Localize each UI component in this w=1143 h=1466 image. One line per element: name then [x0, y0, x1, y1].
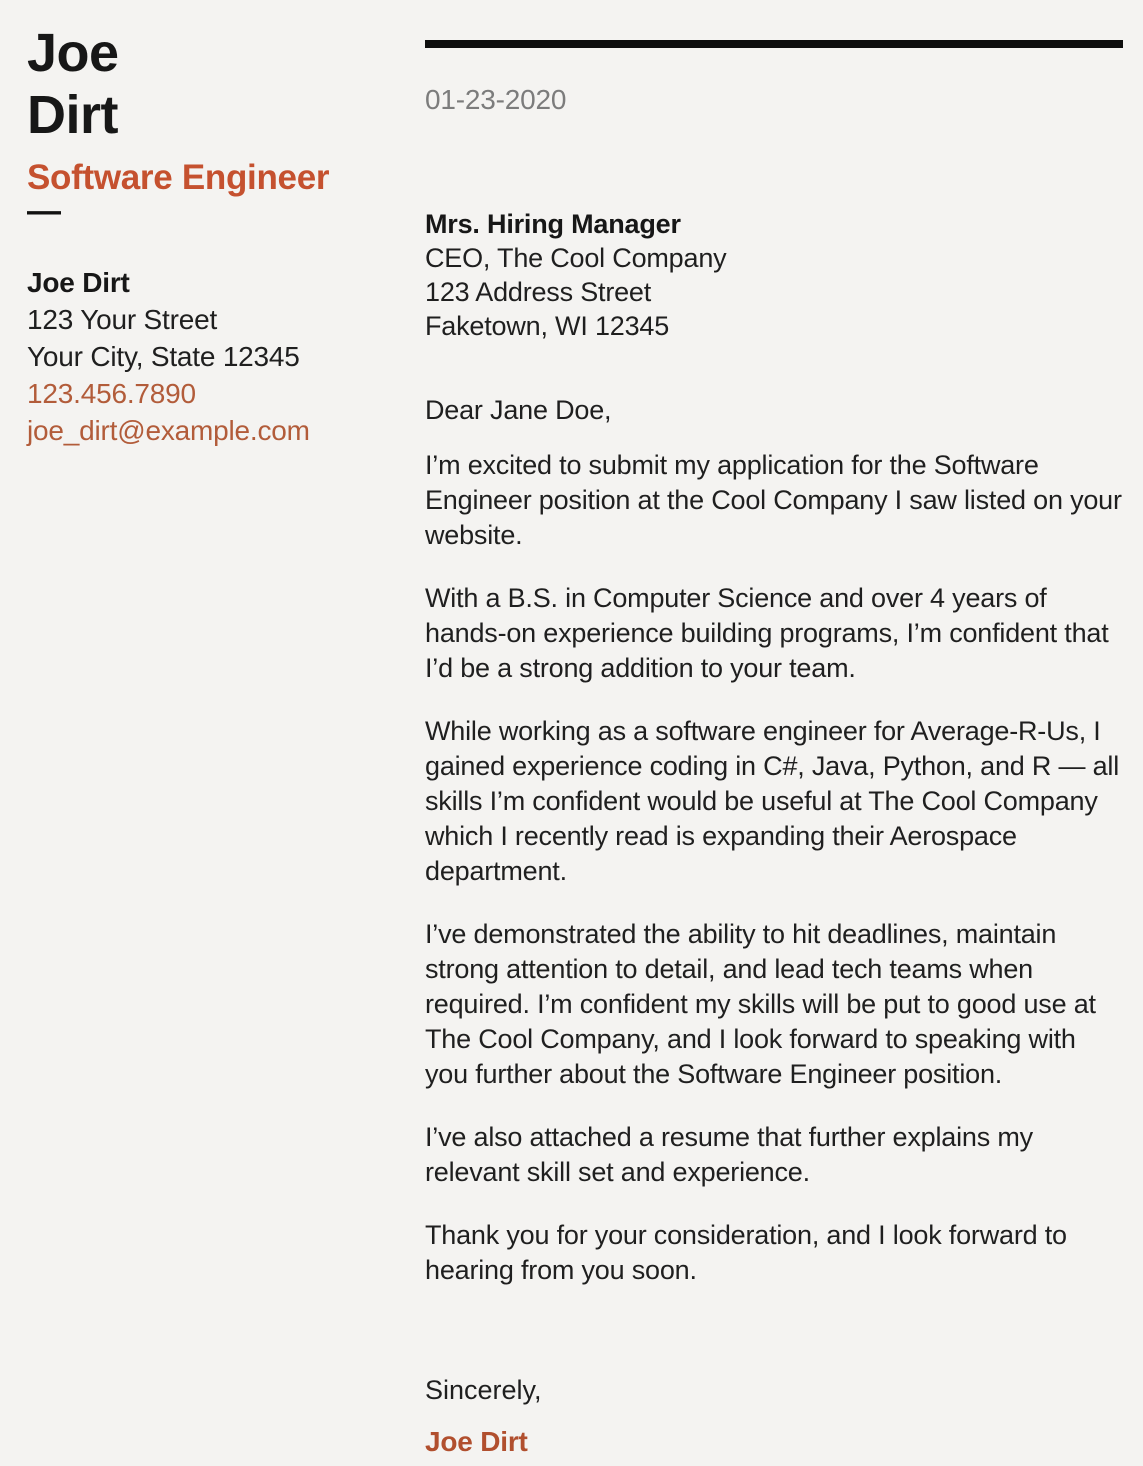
paragraph-2: With a B.S. in Computer Science and over 4 years of hands-on experience building programs, I’m confident that I’d be a strong addition to your team.	[425, 583, 1109, 683]
paragraph-4: I’ve demonstrated the ability to hit deadlines, maintain strong attention to detail, and lead tech teams when required. I’m confident my skills will be put to good use at The Cool Company, and I look forward to speaking with you further about the Software Engineer position.	[425, 919, 1096, 1089]
applicant-first-name: Joe	[27, 23, 119, 83]
contact-city: Your City, State 12345	[27, 341, 300, 372]
recipient-title: CEO, The Cool Company	[425, 243, 727, 273]
job-title: Software Engineer	[27, 158, 330, 197]
paragraph-5: I’ve also attached a resume that further explains my relevant skill set and experience.	[425, 1122, 1033, 1187]
paragraph-6: Thank you for your consideration, and I look forward to hearing from you soon.	[425, 1220, 1067, 1285]
contact-street: 123 Your Street	[27, 304, 218, 335]
salutation: Dear Jane Doe,	[425, 395, 612, 425]
divider-dash: —	[27, 192, 61, 230]
signature: Joe Dirt	[425, 1426, 528, 1457]
letter-date: 01-23-2020	[425, 84, 567, 115]
contact-email: joe_dirt@example.com	[27, 415, 310, 446]
paragraph-3: While working as a software engineer for Average-R-Us, I gained experience coding in C#, Java, Python, and R — all skills I’m confident would be useful at The Cool Company which I recently read is expanding their Aerospace department.	[425, 716, 1120, 886]
letter-paragraphs	[425, 448, 1125, 1288]
contact-block	[27, 264, 402, 449]
recipient-city: Faketown, WI 12345	[425, 311, 670, 341]
sidebar	[27, 22, 402, 449]
applicant-last-name: Dirt	[27, 85, 118, 145]
header-rule	[425, 40, 1123, 48]
applicant-name	[27, 22, 402, 146]
recipient-block	[425, 207, 1125, 343]
contact-name: Joe Dirt	[27, 267, 130, 298]
paragraph-1: I’m excited to submit my application for the Software Engineer position at the Cool Company I saw listed on your website.	[425, 450, 1122, 550]
letter-body-column	[425, 40, 1125, 1459]
contact-phone: 123.456.7890	[27, 378, 196, 409]
recipient-name: Mrs. Hiring Manager	[425, 209, 681, 239]
recipient-street: 123 Address Street	[425, 277, 652, 307]
closing: Sincerely,	[425, 1375, 542, 1405]
